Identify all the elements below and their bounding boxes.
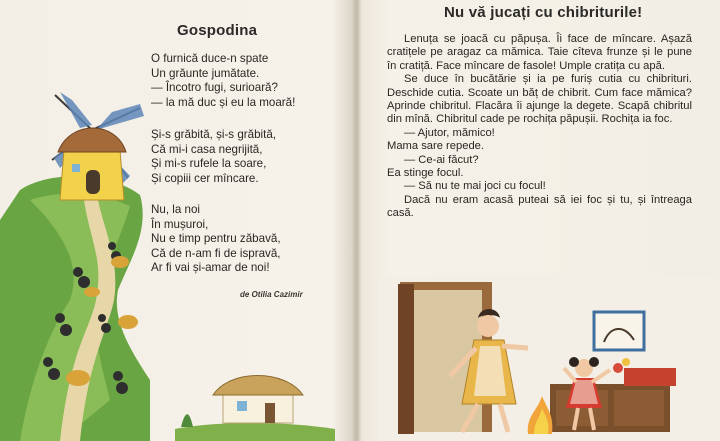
- poem-author: de Otilia Cazimir: [240, 290, 303, 299]
- cottage-window: [237, 401, 247, 411]
- windmill-door: [86, 170, 100, 194]
- poem-title: Gospodina: [177, 22, 258, 39]
- cottage-house: [223, 391, 293, 423]
- poem-line: — la mă duc și eu la moară!: [151, 95, 296, 109]
- cottage-door: [265, 403, 275, 423]
- wall-picture: [594, 312, 644, 350]
- poem-line: Că mi-i casa negrijită,: [151, 142, 263, 156]
- poem-line: Și-s grăbită, și-s grăbită,: [151, 128, 277, 141]
- flower: [613, 363, 623, 373]
- story-text: [387, 33, 692, 221]
- cabinet-door: [614, 390, 664, 426]
- poem-line: Nu e timp pentru zăbavă,: [151, 232, 281, 246]
- poem-line: Și mi-s rufele la soare,: [151, 157, 267, 171]
- story-closing: Dacă nu eram acasă puteai să iei foc și tu, și întreaga casă.: [387, 193, 692, 220]
- poem-line: Nu, la noi: [151, 203, 200, 216]
- book-gutter: [352, 0, 362, 441]
- kitchen-illustration: [378, 276, 718, 441]
- cottage-illustration: [175, 351, 335, 441]
- windmill-window: [72, 164, 80, 172]
- cottage-roof: [213, 376, 303, 396]
- dialogue-line: — Ce-ai făcut?: [404, 153, 479, 166]
- poem-line: Un grăunte jumătate.: [151, 66, 260, 80]
- story-title: Nu vă jucați cu chibriturile!: [444, 4, 643, 21]
- bush: [181, 414, 193, 427]
- flower: [622, 358, 630, 366]
- dialogue-line: Mama sare repede.: [387, 140, 485, 153]
- poem-line: O furnică duce-n spate: [151, 52, 269, 65]
- toy-stove: [624, 368, 676, 386]
- story-paragraph-1: Lenuța se joacă cu păpușa. Îi face de mîncare. Așază cratițele pe aragaz ca mămica. Taie cîteva frunze și le pune în cratiță. Face mîncare de fasole! Umple cratița cu apă.: [387, 33, 692, 72]
- dialogue-line: — Să nu te mai joci cu focul!: [404, 180, 546, 193]
- door-panel: [398, 284, 414, 434]
- poem-line: Și copiii cer mîncare.: [151, 171, 259, 185]
- poem-line: În mușuroi,: [151, 217, 209, 231]
- story-paragraph-2: Se duce în bucătărie și ia pe furiș cutia cu chibrituri. Deschide cutia. Scoate un băț de chibrit. Cum face mămica? Aprinde chibritul. Flacăra îi ajunge la degete. Scapă chibritul din mînă. Chibritul cade pe rochița păpușii. Rochița ia foc.: [387, 73, 692, 126]
- poem-line: Că de n-am fi de ispravă,: [151, 246, 281, 260]
- windmill-roof: [58, 128, 126, 152]
- dialogue-line: Ea stinge focul.: [387, 167, 464, 180]
- windmill-illustration: [0, 0, 200, 441]
- cottage-grass: [175, 423, 335, 441]
- dialogue-line: — Ajutor, mămico!: [404, 126, 495, 139]
- poem-line: — Încotro fugi, surioară?: [151, 81, 278, 95]
- poem-line: Ar fi vai și-amar de noi!: [151, 261, 270, 275]
